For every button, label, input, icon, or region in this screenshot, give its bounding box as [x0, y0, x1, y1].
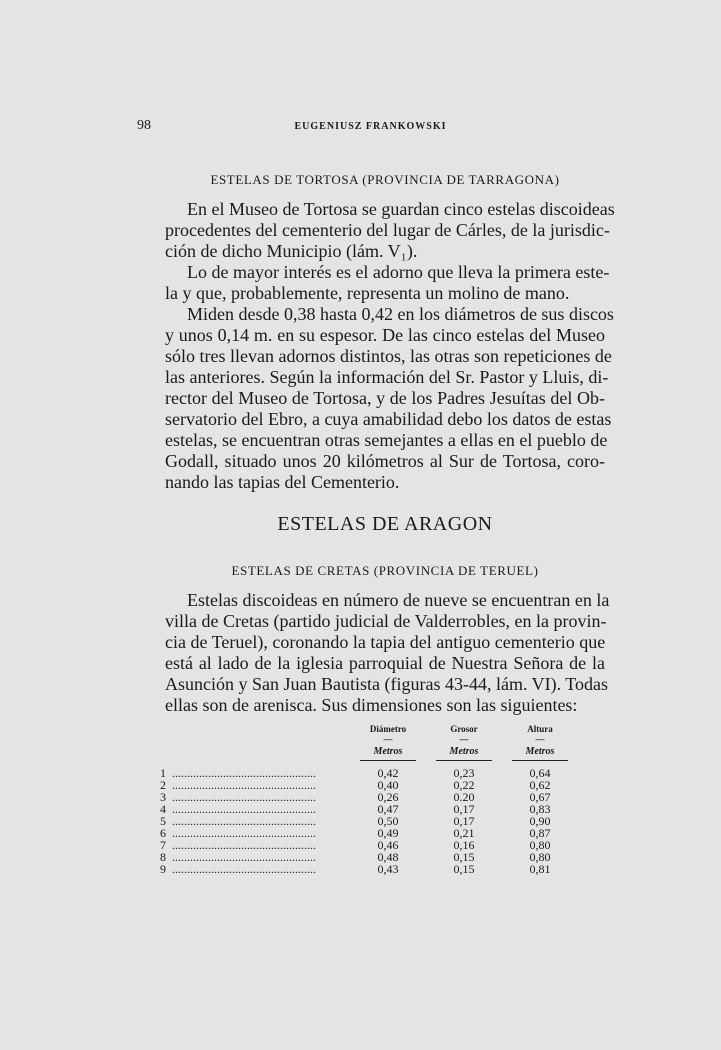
- leader-dots: ................................................: [172, 863, 316, 875]
- leader-dots: ................................................: [172, 779, 316, 791]
- table-cell: 0,83: [529, 802, 551, 816]
- table-row: [160, 767, 578, 779]
- table-cell: 0,80: [529, 850, 551, 864]
- text-line: En el Museo de Tortosa se guardan cinco estelas discoideas: [187, 199, 615, 219]
- page-number: 98: [137, 118, 151, 133]
- text-line: rector del Museo de Tortosa, y de los Padres Jesuítas del Ob-: [165, 388, 605, 408]
- row-label: [160, 791, 350, 803]
- table-cell: 0,47: [377, 802, 399, 816]
- table-cell: 0.20: [453, 790, 475, 804]
- column-header: [350, 724, 426, 767]
- table-cell: 0,15: [453, 850, 475, 864]
- table-cell: 0,16: [453, 838, 475, 852]
- row-label: [160, 839, 350, 851]
- table-cell: 0,49: [377, 826, 399, 840]
- section-heading-tortosa: ESTELAS DE TORTOSA (PROVINCIA DE TARRAGONA): [210, 172, 560, 187]
- row-number: 8: [160, 851, 166, 863]
- row-label: [160, 815, 350, 827]
- text-line: la y que, probablemente, representa un molino de mano.: [165, 283, 570, 303]
- leader-dots: ................................................: [172, 839, 316, 851]
- row-label: [160, 779, 350, 791]
- table-cell: 0,80: [529, 838, 551, 852]
- row-number: 7: [160, 839, 166, 851]
- table-cell: 0,17: [453, 814, 475, 828]
- column-name: Altura: [527, 724, 553, 734]
- leader-dots: ................................................: [172, 827, 316, 839]
- row-label: [160, 803, 350, 815]
- text-line: cia de Teruel), coronando la tapia del antiguo cementerio que: [165, 632, 606, 652]
- table-cell: 0,26: [377, 790, 399, 804]
- row-label: [160, 863, 350, 875]
- column-unit: Metros: [512, 746, 568, 761]
- column-header: [426, 724, 502, 767]
- table-cell: 0,21: [453, 826, 475, 840]
- table-cell: 0,22: [453, 778, 475, 792]
- text-line: estelas, se encuentran otras semejantes a ellas en el pueblo de: [165, 430, 608, 450]
- column-header: [502, 724, 578, 767]
- leader-dots: ................................................: [172, 791, 316, 803]
- table-row: [160, 791, 578, 803]
- column-dash: —: [535, 734, 545, 744]
- section-tortosa-text: [165, 199, 615, 493]
- column-dash: —: [383, 734, 393, 744]
- table-cell: 0,64: [529, 766, 551, 780]
- text-line: servatorio del Ebro, a cuya amabilidad debo los datos de estas: [165, 409, 612, 429]
- table-row: [160, 815, 578, 827]
- running-head: EUGENIUSZ FRANKOWSKI: [294, 121, 447, 132]
- text-line: Godall, situado unos 20 kilómetros al Sur de Tortosa, coro-: [165, 451, 605, 471]
- row-number: 2: [160, 779, 166, 791]
- column-dash: —: [459, 734, 469, 744]
- row-label: [160, 767, 350, 779]
- table-cell: 0,90: [529, 814, 551, 828]
- row-label: [160, 851, 350, 863]
- text-line: nando las tapias del Cementerio.: [165, 472, 400, 492]
- leader-dots: ................................................: [172, 767, 316, 779]
- text-line: Lo de mayor interés es el adorno que lleva la primera este-: [187, 262, 610, 282]
- row-label-header: [160, 724, 350, 767]
- section-heading-cretas: ESTELAS DE CRETAS (PROVINCIA DE TERUEL): [231, 563, 539, 578]
- text-line: ción de dicho Municipio (lám. V₁).: [165, 241, 418, 261]
- text-line: sólo tres llevan adornos distintos, las otras son repeticiones de: [165, 346, 612, 366]
- text-line: las anteriores. Según la información del Sr. Pastor y Lluis, di-: [165, 367, 609, 387]
- table-cell: 0,40: [377, 778, 399, 792]
- row-number: 5: [160, 815, 166, 827]
- dimensions-table: [160, 724, 578, 875]
- text-line: Miden desde 0,38 hasta 0,42 en los diámetros de sus discos: [187, 304, 614, 324]
- text-line: procedentes del cementerio del lugar de Cárles, de la jurisdic-: [165, 220, 610, 240]
- text-line: ellas son de arenisca. Sus dimensiones son las siguientes:: [165, 695, 578, 715]
- row-label: [160, 827, 350, 839]
- row-number: 9: [160, 863, 166, 875]
- table-cell: 0,15: [453, 862, 475, 876]
- column-name: Grosor: [450, 724, 478, 734]
- table-row: [160, 851, 578, 863]
- table-cell: 0,48: [377, 850, 399, 864]
- table-cell: 0,62: [529, 778, 551, 792]
- row-number: 6: [160, 827, 166, 839]
- column-unit: Metros: [360, 746, 416, 761]
- leader-dots: ................................................: [172, 815, 316, 827]
- text-line: está al lado de la iglesia parroquial de Nuestra Señora de la: [165, 653, 605, 673]
- table-row: [160, 839, 578, 851]
- column-unit: Metros: [436, 746, 492, 761]
- table-cell: 0,46: [377, 838, 399, 852]
- column-name: Diámetro: [369, 724, 407, 734]
- row-number: 3: [160, 791, 166, 803]
- table-cell: 0,23: [453, 766, 475, 780]
- table-cell: 0,67: [529, 790, 551, 804]
- text-line: Estelas discoideas en número de nueve se encuentran en la: [187, 590, 610, 610]
- row-number: 1: [160, 767, 166, 779]
- table-cell: 0,17: [453, 802, 475, 816]
- table-row: [160, 779, 578, 791]
- section-cretas-text: [165, 590, 610, 716]
- table-row: [160, 803, 578, 815]
- text-line: y unos 0,14 m. en su espesor. De las cinco estelas del Museo: [165, 325, 605, 345]
- row-number: 4: [160, 803, 166, 815]
- table-cell: 0,50: [377, 814, 399, 828]
- table-cell: 0,81: [529, 862, 551, 876]
- text-line: villa de Cretas (partido judicial de Valderrobles, en la provin-: [165, 611, 607, 631]
- leader-dots: ................................................: [172, 851, 316, 863]
- text-line: Asunción y San Juan Bautista (figuras 43-44, lám. VI). Todas: [165, 674, 609, 694]
- table-row: [160, 863, 578, 875]
- table-cell: 0,42: [377, 766, 399, 780]
- table-row: [160, 827, 578, 839]
- chapter-title: ESTELAS DE ARAGON: [277, 513, 493, 535]
- leader-dots: ................................................: [172, 803, 316, 815]
- table-cell: 0,43: [377, 862, 399, 876]
- table-cell: 0,87: [529, 826, 551, 840]
